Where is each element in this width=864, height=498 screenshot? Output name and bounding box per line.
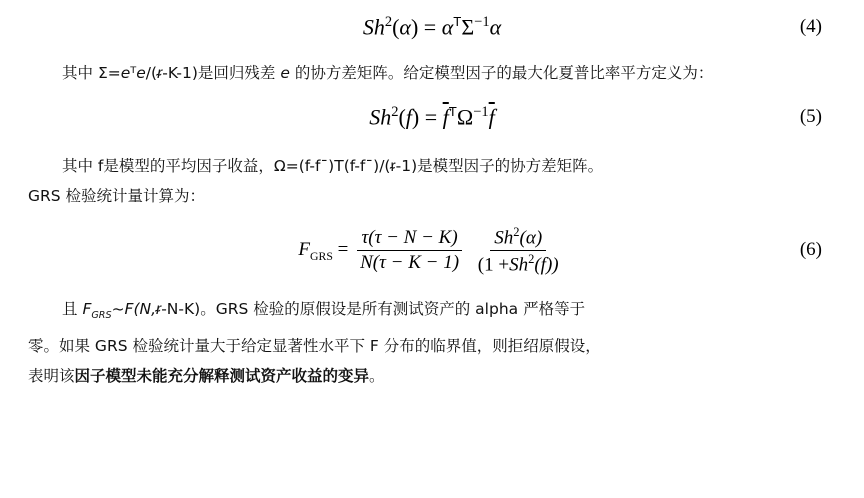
eq4-sh: Sh	[362, 14, 385, 40]
eq6-f: F	[298, 238, 310, 260]
eq5-paren-close: )	[411, 104, 420, 130]
equation-6-number: (6)	[799, 239, 822, 261]
p3-prefix: 且	[62, 300, 83, 318]
p3-line-3-prefix: 表明该	[28, 367, 75, 386]
p3-f: F	[82, 300, 92, 318]
eq6-frac2-denominator	[474, 251, 563, 276]
eq6-frac2-den-sh: Sh	[509, 254, 529, 276]
equation-4	[0, 14, 864, 40]
paragraph-3	[28, 294, 834, 391]
eq6-frac1-denominator: N(τ − K − 1)	[360, 251, 460, 273]
p3-line-3-period: 。	[369, 367, 385, 386]
eq5-fbar-2: $\overline{f}$	[488, 104, 495, 130]
eq4-alpha-2: α	[489, 14, 502, 40]
eq6-frac1-numerator: τ(τ − N − K)	[357, 227, 461, 251]
p3-line-1-tail: -N-K)。GRS 检验的原假设是所有测试资产的 alpha 严格等于	[161, 300, 586, 318]
p1-one-paren: 1)	[181, 64, 198, 83]
eq5-transpose: T	[448, 104, 457, 120]
p2-line-1: 其中 f是模型的平均因子收益，Ω=(f-fˉ)T(f-fˉ)/(ᵲ-1)是模型因子的协方差矩阵。	[62, 156, 604, 175]
eq4-exponent: 2	[384, 14, 393, 30]
p3-line-2: 零。如果 GRS 检验统计量大于给定显著性水平下 F 分布的临界值，则拒绍原假设，	[28, 337, 601, 356]
p1-e-2: e	[136, 64, 146, 83]
p1-equals: =	[107, 64, 121, 83]
eq6-frac2-den-arg: (f))	[534, 254, 559, 276]
equation-5	[0, 104, 864, 130]
p1-e-1: e	[120, 64, 131, 83]
eq5-omega: Ω	[456, 104, 474, 130]
p1-slash-paren: /(	[145, 64, 158, 83]
eq5-paren-open: (	[398, 104, 406, 130]
eq4-sigma-exponent: −1	[474, 14, 490, 30]
eq4-transpose: T	[453, 14, 462, 29]
p1-transpose: ᵀ	[130, 64, 137, 83]
p1-text-a: 其中	[62, 64, 98, 83]
eq6-frac2-exponent: 2	[513, 224, 520, 239]
paragraph-2	[28, 151, 834, 211]
p1-sigma: Σ	[97, 64, 108, 83]
eq6-fraction-2	[474, 225, 563, 276]
equation-4-number: (4)	[799, 16, 822, 38]
eq6-frac2-arg: (α)	[519, 226, 543, 248]
paragraph-1	[28, 58, 834, 88]
p1-text-b: 是回归残差	[197, 64, 281, 83]
eq6-equals: =	[337, 238, 349, 260]
eq5-sh: Sh	[369, 104, 392, 130]
eq4-equals: =	[423, 14, 437, 40]
equation-5-number: (5)	[799, 106, 822, 128]
equation-6-body	[298, 225, 565, 276]
eq4-alpha-1: α	[441, 14, 454, 40]
eq6-fraction-1	[356, 227, 463, 274]
document-page	[0, 14, 864, 498]
eq4-paren-open: (	[392, 14, 400, 40]
equation-6	[0, 225, 864, 276]
p1-e-3: e	[280, 64, 290, 83]
eq6-subscript-grs: GRS	[309, 249, 333, 263]
eq5-equals: =	[424, 104, 438, 130]
equation-4-body	[363, 14, 501, 40]
eq4-paren-close: )	[410, 14, 419, 40]
eq6-frac2-numerator	[490, 225, 546, 251]
p1-tau: ᵲ	[157, 64, 163, 83]
eq4-alpha-arg: α	[399, 14, 411, 40]
p3-subscript-grs: GRS	[91, 310, 112, 322]
equation-5-body	[369, 104, 495, 130]
p3-tau: ᵲ	[156, 300, 162, 318]
eq6-frac2-den-exponent: 2	[528, 251, 535, 266]
p1-minus-k: -K-	[162, 64, 182, 83]
p3-dist: ~F(N,	[111, 300, 157, 318]
p2-line-2: GRS 检验统计量计算为：	[28, 186, 206, 205]
eq5-fbar-1: $\overline{f}$	[442, 104, 449, 130]
eq5-f-arg: f	[405, 104, 412, 130]
eq6-frac2-sh: Sh	[494, 226, 514, 248]
eq4-sigma: Σ	[461, 14, 475, 40]
eq6-frac2-den-open: (1 +	[477, 254, 510, 276]
p1-text-c: 的协方差矩阵。给定模型因子的最大化夏普比率平方定义为：	[289, 64, 714, 83]
p3-line-3-emphasis: 因子模型未能充分解释测试资产收益的变异	[74, 367, 370, 386]
eq5-exponent: 2	[391, 104, 399, 121]
eq5-omega-exponent: −1	[473, 104, 489, 121]
